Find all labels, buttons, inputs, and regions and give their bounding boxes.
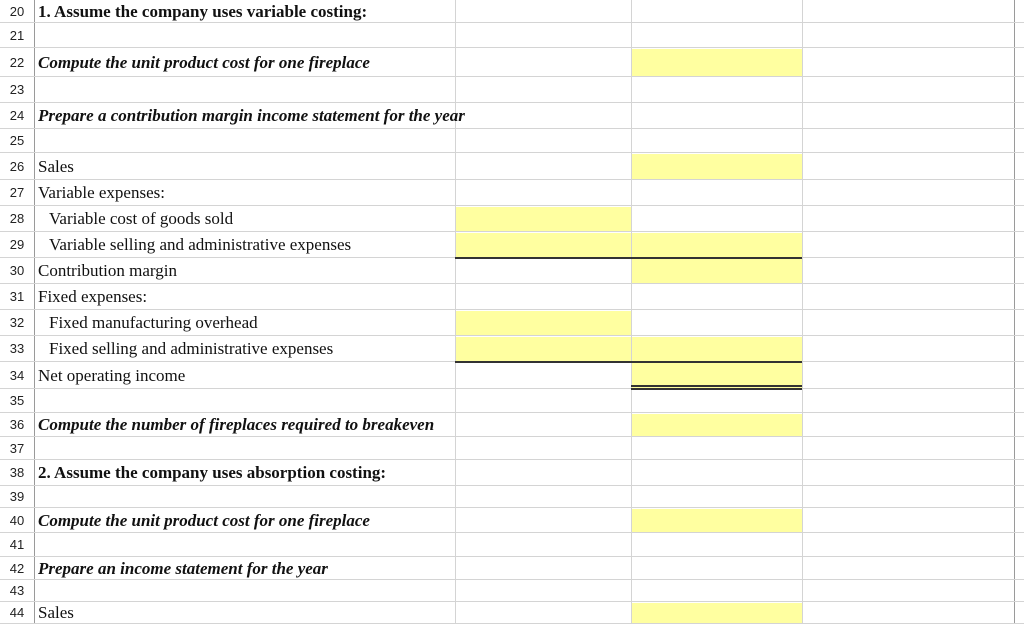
row-label[interactable]: Compute the number of fireplaces required to breakeven [38,415,435,434]
row-number: 27 [9,185,25,200]
input-cell[interactable] [632,509,802,533]
row-label[interactable]: Variable selling and administrative expenses [49,235,352,254]
sheet-row [0,232,1024,258]
row-number: 39 [9,489,25,504]
input-cell[interactable] [632,154,802,180]
row-number: 43 [9,583,25,598]
row-number: 31 [9,289,25,304]
row-number: 34 [9,368,25,383]
row-number: 29 [9,237,25,252]
row-number: 25 [9,133,25,148]
sheet-row [0,129,1024,153]
row-label[interactable]: Compute the unit product cost for one fireplace [38,511,370,530]
sheet-row [0,336,1024,362]
input-cell[interactable] [632,337,802,362]
sheet-row [0,310,1024,336]
sheet-row [0,284,1024,310]
input-cell[interactable] [632,233,802,258]
sheet-row [0,602,1024,624]
row-label[interactable]: Contribution margin [38,261,177,280]
row-label[interactable]: Fixed manufacturing overhead [49,313,258,332]
sheet-row [0,206,1024,232]
row-number: 33 [9,341,25,356]
sheet-row [0,362,1024,389]
sheet-row [0,557,1024,580]
row-number: 42 [9,561,25,576]
row-label[interactable]: Prepare a contribution margin income statement for the year [38,106,465,125]
sheet-row [0,508,1024,533]
input-cell[interactable] [632,259,802,284]
row-label[interactable]: Compute the unit product cost for one fireplace [38,53,370,72]
sheet-row [0,533,1024,557]
row-label[interactable]: Sales [38,157,74,176]
sheet-row [0,486,1024,508]
input-cell[interactable] [456,337,631,362]
row-number: 37 [9,441,25,456]
row-label[interactable]: Fixed selling and administrative expenses [49,339,334,358]
row-number: 20 [9,4,25,19]
row-number: 21 [9,28,25,43]
input-cell[interactable] [632,49,802,77]
sheet-row [0,77,1024,103]
input-cell[interactable] [456,207,631,232]
sheet-row [0,153,1024,180]
row-number: 41 [9,537,25,552]
sheet-row [0,48,1024,77]
row-label[interactable]: Sales [38,603,74,622]
row-number: 28 [9,211,25,226]
double-underline [631,385,802,387]
row-label[interactable]: Prepare an income statement for the year [38,559,328,578]
sheet-row [0,258,1024,284]
row-number: 23 [9,82,25,97]
sheet-row [0,580,1024,602]
sheet-row [0,23,1024,48]
input-cell[interactable] [456,233,631,258]
input-cell[interactable] [632,414,802,437]
row-label[interactable]: Variable cost of goods sold [49,209,234,228]
row-number: 24 [9,108,25,123]
row-number: 35 [9,393,25,408]
row-number: 26 [9,159,25,174]
row-label[interactable]: Fixed expenses: [38,287,148,306]
row-number: 36 [9,417,25,432]
row-label[interactable]: Variable expenses: [38,183,165,202]
sheet-row [0,103,1024,129]
input-cell[interactable] [632,603,802,624]
sheet-row [0,389,1024,413]
sheet-row [0,460,1024,486]
sheet-row [0,180,1024,206]
sheet-row [0,413,1024,437]
sheet-row [0,437,1024,460]
input-cell[interactable] [456,311,631,336]
row-label[interactable]: 2. Assume the company uses absorption costing: [38,463,387,482]
row-label[interactable]: 1. Assume the company uses variable costing: [38,2,368,21]
row-label[interactable]: Net operating income [38,366,186,385]
row-number: 32 [9,315,25,330]
sheet-row [0,0,1024,23]
row-number: 22 [9,55,25,70]
row-number: 44 [9,605,25,620]
row-number: 38 [9,465,25,480]
row-number: 40 [9,513,25,528]
row-number: 30 [9,263,25,278]
